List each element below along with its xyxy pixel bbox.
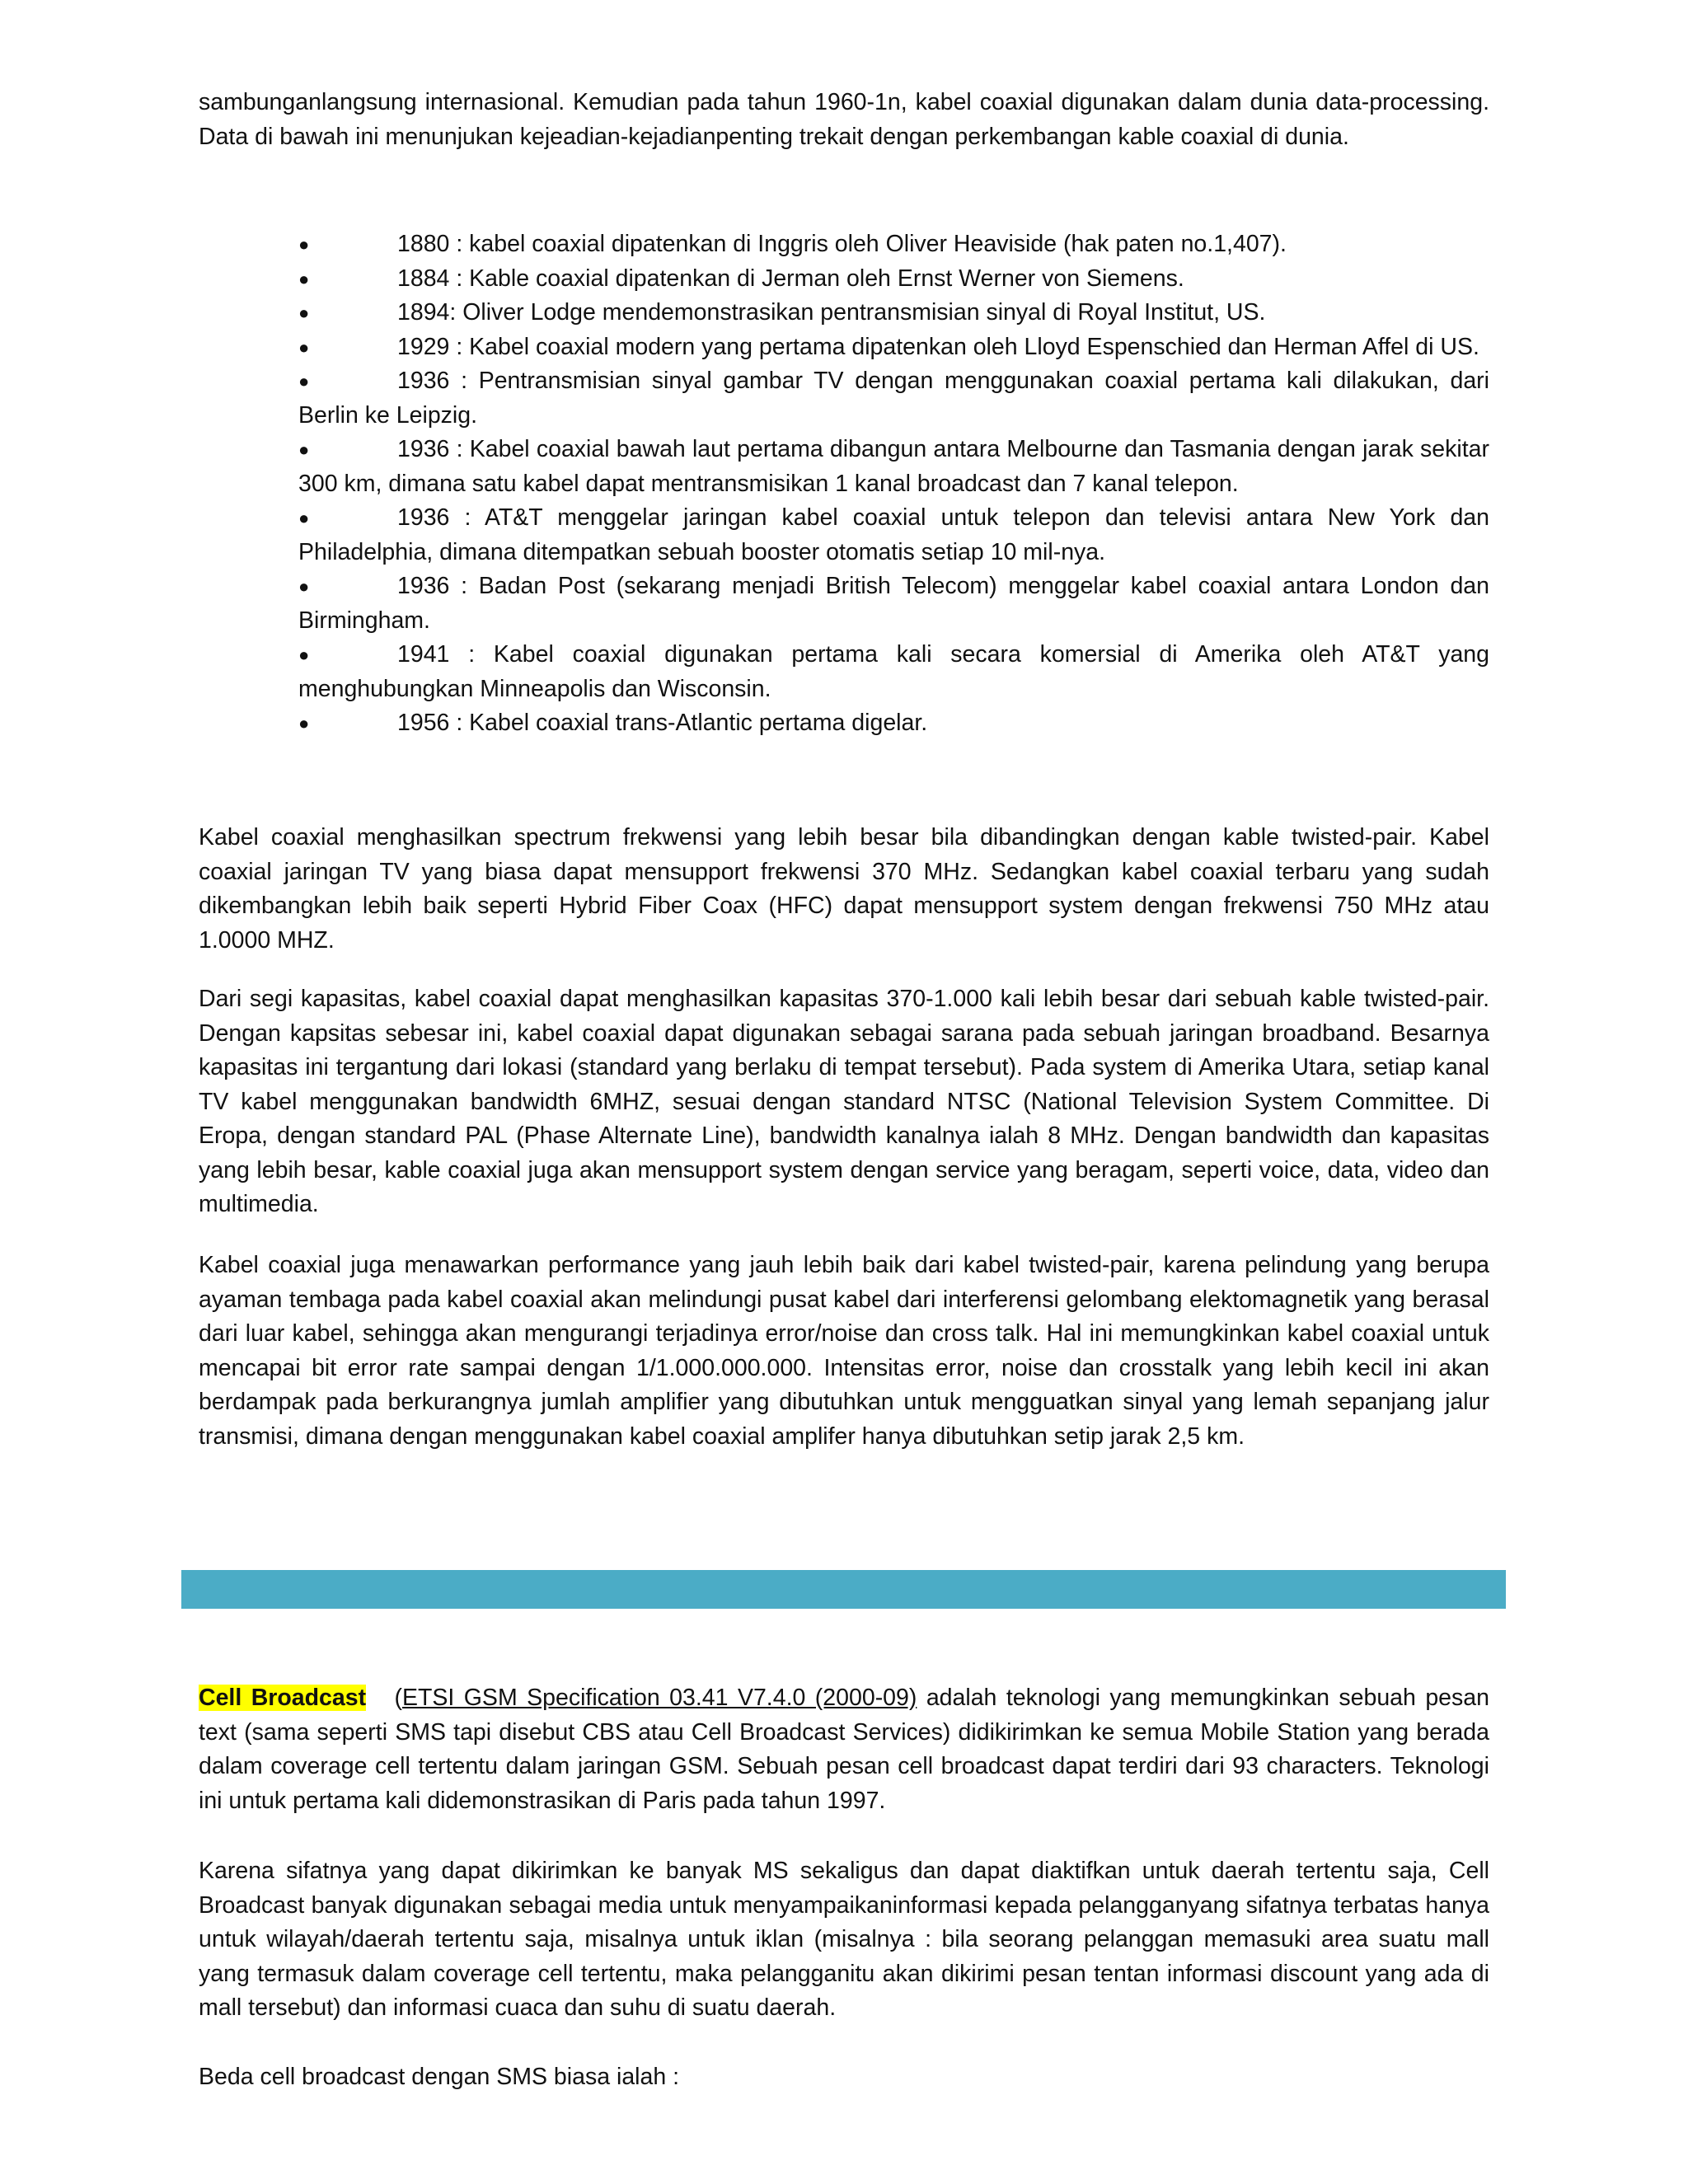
history-list — [298, 227, 1489, 741]
bullet-icon: ● — [298, 336, 310, 358]
intro-paragraph — [199, 86, 1489, 154]
difference-intro-text: Beda cell broadcast dengan SMS biasa ialah : — [199, 2064, 680, 2090]
spectrum-text: Kabel coaxial menghasilkan spectrum frekwensi yang lebih besar bila dibandingkan dengan kable twisted-pair. Kabel coaxial jaringan TV yang biasa dapat mensupport frekwensi 370 MHz. Sedangkan kabel coaxial terbaru yang sudah dikembangkan lebih baik seperti Hybrid Fiber Coax (HFC) dapat mensupport system dengan frekwensi 750 MHz atau 1.0000 MHZ. — [199, 824, 1489, 954]
cell-broadcast-definition — [199, 1681, 1489, 1818]
list-item-text: 1936 : Pentransmisian sinyal gambar TV dengan menggunakan coaxial pertama kali dilakukan, dari Berlin ke Leipzig. — [298, 368, 1489, 429]
cell-broadcast-definition-text — [199, 1681, 1489, 1818]
list-item-text: 1956 : Kabel coaxial trans-Atlantic pertama digelar. — [397, 710, 928, 736]
bullet-icon: ● — [298, 234, 310, 255]
list-item — [298, 706, 1489, 741]
list-item — [298, 433, 1489, 501]
open-paren: ( — [394, 1685, 402, 1711]
cell-broadcast-usage — [199, 1854, 1489, 2026]
list-item-text: 1936 : Kabel coaxial bawah laut pertama dibangun antara Melbourne dan Tasmania dengan jarak sekitar 300 km, dimana satu kabel dapat mentransmisikan 1 kanal broadcast dan 7 kanal telepon. — [298, 436, 1489, 497]
bullet-icon: ● — [298, 439, 310, 460]
list-item — [298, 296, 1489, 330]
bullet-icon: ● — [298, 371, 310, 391]
list-item-text: 1936 : AT&T menggelar jaringan kabel coaxial untuk telepon dan televisi antara New York dan Philadelphia, dimana ditempatkan sebuah booster otomatis setiap 10 mil-nya. — [298, 504, 1489, 565]
list-item-text: 1929 : Kabel coaxial modern yang pertama dipatenkan oleh Lloyd Espenschied dan Herman Affel di US. — [397, 333, 1479, 360]
list-item — [298, 638, 1489, 706]
bullet-icon: ● — [298, 268, 310, 289]
list-item-text: 1884 : Kable coaxial dipatenkan di Jerman oleh Ernst Werner von Siemens. — [397, 265, 1184, 292]
cell-broadcast-term: Cell Broadcast — [199, 1685, 367, 1711]
list-item — [298, 330, 1489, 365]
list-item — [298, 569, 1489, 638]
cell-broadcast-difference — [199, 2060, 1489, 2095]
intro-text: sambunganlangsung internasional. Kemudian pada tahun 1960-1n, kabel coaxial digunakan dalam dunia data-processing. Data di bawah ini menunjukan kejeadian-kejadianpenting trekait dengan perkembangan kable coaxial di dunia. — [199, 89, 1489, 150]
section-divider-bar — [181, 1570, 1506, 1609]
bullet-icon: ● — [298, 576, 310, 597]
performance-paragraph — [199, 1249, 1489, 1454]
capacity-text: Dari segi kapasitas, kabel coaxial dapat menghasilkan kapasitas 370-1.000 kali lebih besar dari sebuah kable twisted-pair. Dengan kapsitas sebesar ini, kabel coaxial dapat digunakan sebagai sarana pada sebuah jaringan broadband. Besarnya kapasitas ini tergantung dari lokasi (standard yang berlaku di tempat tersebut). Pada system di Amerika Utara, setiap kanal TV kabel menggunakan bandwidth 6MHZ, sesuai dengan standard NTSC (National Television System Committee. Di Eropa, dengan standard PAL (Phase Alternate Line), bandwidth kanalnya ialah 8 MHz. Dengan bandwidth dan kapasitas yang lebih besar, kable coaxial juga akan mensupport system dengan service yang beragam, seperti voice, data, video dan multimedia. — [199, 986, 1489, 1217]
performance-text: Kabel coaxial juga menawarkan performance yang jauh lebih baik dari kabel twisted-pair, karena pelindung yang berupa ayaman tembaga pada kabel coaxial akan melindungi pusat kabel dari interferensi gelombang elektomagnetik yang berasal dari luar kabel, sehingga akan mengurangi terjadinya error/noise dan cross talk. Hal ini memungkinkan kabel coaxial untuk mencapai bit error rate sampai dengan 1/1.000.000.000. Intensitas error, noise dan crosstalk yang lebih kecil ini akan berdampak pada berkurangnya jumlah amplifier yang dibutuhkan untuk mengguatkan sinyal yang lemah sepanjang jalur transmisi, dimana dengan menggunakan kabel coaxial amplifer hanya dibutuhkan setip jarak 2,5 km. — [199, 1252, 1489, 1450]
list-item-text: 1880 : kabel coaxial dipatenkan di Inggris oleh Oliver Heaviside (hak paten no.1,407). — [397, 231, 1287, 257]
bullet-icon: ● — [298, 644, 310, 665]
usage-text: Karena sifatnya yang dapat dikirimkan ke banyak MS sekaligus dan dapat diaktifkan untuk daerah tertentu saja, Cell Broadcast banyak digunakan sebagai media untuk menyampaikaninformasi kepada pelangganyang sifatnya terbatas hanya untuk wilayah/daerah tertentu saja, misalnya untuk iklan (misalnya : bila seorang pelanggan memasuki area suatu mall yang termasuk dalam coverage cell tertentu, maka pelangganitu akan dikirimi pesan tentan informasi discount yang ada di mall tersebut) dan informasi cuaca dan suhu di suatu daerah. — [199, 1858, 1489, 2021]
bullet-icon: ● — [298, 302, 310, 323]
spectrum-paragraph — [199, 821, 1489, 958]
list-item — [298, 364, 1489, 433]
bullet-icon: ● — [298, 713, 310, 733]
list-item — [298, 501, 1489, 569]
list-item-text: 1936 : Badan Post (sekarang menjadi British Telecom) menggelar kabel coaxial antara London dan Birmingham. — [298, 573, 1489, 634]
list-item — [298, 262, 1489, 297]
list-item-text: 1941 : Kabel coaxial digunakan pertama kali secara komersial di Amerika oleh AT&T yang menghubungkan Minneapolis dan Wisconsin. — [298, 641, 1489, 702]
spec-link[interactable]: ETSI GSM Specification 03.41 V7.4.0 (2000-09) — [401, 1685, 917, 1711]
list-item — [298, 227, 1489, 262]
definition-text: adalah teknologi yang memungkinkan sebuah pesan text (sama seperti SMS tapi disebut CBS atau Cell Broadcast Services) didikirimkan ke semua Mobile Station yang berada dalam coverage cell tertentu dalam jaringan GSM. Sebuah pesan cell broadcast dapat terdiri dari 93 characters. Teknologi ini untuk pertama kali didemonstrasikan di Paris pada tahun 1997. — [199, 1685, 1489, 1814]
list-item-text: 1894: Oliver Lodge mendemonstrasikan pentransmisian sinyal di Royal Institut, US. — [397, 299, 1266, 326]
capacity-paragraph — [199, 982, 1489, 1222]
bullet-icon: ● — [298, 508, 310, 528]
